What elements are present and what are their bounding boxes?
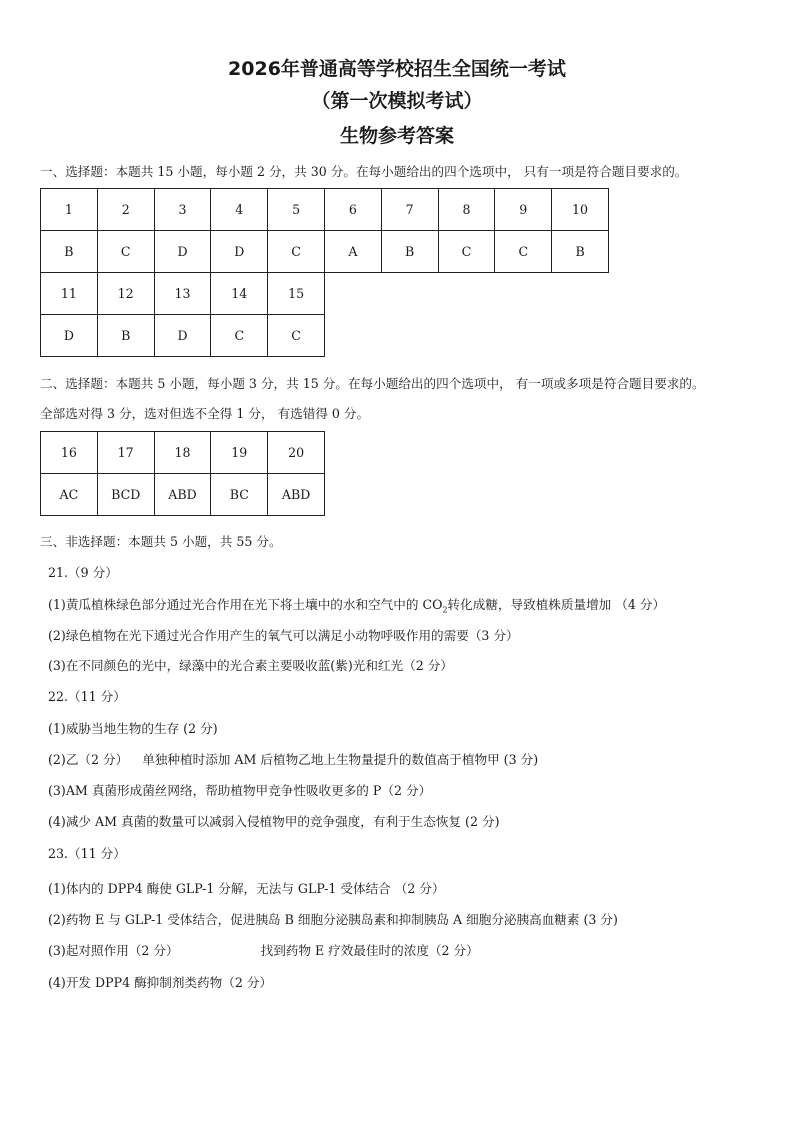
answer-cell: B xyxy=(381,231,438,273)
answer-cell: ABD xyxy=(268,474,325,516)
q22-heading: 22.（11 分） xyxy=(48,689,126,704)
q21-heading: 21.（9 分） xyxy=(48,565,118,580)
question-number: 16 xyxy=(41,432,98,474)
co2-subscript: 2 xyxy=(442,605,448,615)
answer-cell: C xyxy=(211,315,268,357)
answer-cell: C xyxy=(268,315,325,357)
answer-cell: AC xyxy=(41,474,98,516)
question-number: 9 xyxy=(495,189,552,231)
question-number: 15 xyxy=(268,273,325,315)
answer-cell: B xyxy=(41,231,98,273)
question-number-row xyxy=(41,432,325,474)
answer-cell: B xyxy=(97,315,154,357)
section2-answer-table xyxy=(40,431,325,516)
section3-instruction: 三、非选择题：本题共 5 小题，共 55 分。 xyxy=(40,534,282,549)
answer-row xyxy=(41,315,325,357)
q23-answer-4: (4)开发 DPP4 酶抑制剂类药物（2 分） xyxy=(48,975,273,990)
question-number: 3 xyxy=(154,189,211,231)
answer-row xyxy=(41,474,325,516)
q22-answer-3: (3)AM 真菌形成菌丝网络，帮助植物甲竞争性吸收更多的 P（2 分） xyxy=(48,783,432,798)
q21-answer-1-text-end: 转化成糖，导致植株质量增加 （4 分） xyxy=(447,597,666,612)
question-number: 17 xyxy=(97,432,154,474)
section2-instruction: 二、选择题：本题共 5 小题，每小题 3 分，共 15 分。在每小题给出的四个选项中， 有一项或多项是符合题目要求的。 xyxy=(40,376,705,391)
answer-cell: ABD xyxy=(154,474,211,516)
question-number: 10 xyxy=(552,189,609,231)
question-number: 6 xyxy=(324,189,381,231)
question-number: 11 xyxy=(41,273,98,315)
question-number: 14 xyxy=(211,273,268,315)
section1-answer-table-2 xyxy=(40,272,325,357)
q22-answer-2-choice: (2)乙（2 分） xyxy=(48,752,129,767)
answer-cell: BCD xyxy=(97,474,154,516)
question-number: 2 xyxy=(97,189,154,231)
answer-cell: D xyxy=(154,315,211,357)
question-number: 1 xyxy=(41,189,98,231)
exam-title: 2026年普通高等学校招生全国统一考试 xyxy=(228,58,566,80)
answer-cell: D xyxy=(154,231,211,273)
question-number-row xyxy=(41,273,325,315)
question-number: 7 xyxy=(381,189,438,231)
answer-cell: A xyxy=(324,231,381,273)
question-number: 8 xyxy=(438,189,495,231)
q21-answer-2: (2)绿色植物在光下通过光合作用产生的氧气可以满足小动物呼吸作用的需要（3 分） xyxy=(48,628,519,643)
q21-answer-1-text: (1)黄瓜植株绿色部分通过光合作用在光下将土壤中的水和空气中的 CO xyxy=(48,597,443,612)
q21-answer-1 xyxy=(48,596,665,614)
question-number-row xyxy=(41,189,609,231)
answer-cell: B xyxy=(552,231,609,273)
question-number: 13 xyxy=(154,273,211,315)
section1-instruction: 一、选择题：本题共 15 小题，每小题 2 分，共 30 分。在每小题给出的四个选项中， 只有一项是符合题目要求的。 xyxy=(40,164,688,179)
question-number: 12 xyxy=(97,273,154,315)
section1-answer-table-1 xyxy=(40,188,609,273)
answer-cell: BC xyxy=(211,474,268,516)
q22-answer-2 xyxy=(48,751,538,769)
answer-cell: C xyxy=(268,231,325,273)
q23-answer-2: (2)药物 E 与 GLP-1 受体结合，促进胰岛 B 细胞分泌胰岛素和抑制胰岛 A 细胞分泌胰高血糖素 (3 分) xyxy=(48,912,618,927)
q23-heading: 23.（11 分） xyxy=(48,846,126,861)
answer-cell: C xyxy=(97,231,154,273)
answer-cell: D xyxy=(211,231,268,273)
answer-key-title: 生物参考答案 xyxy=(339,125,454,147)
question-number: 19 xyxy=(211,432,268,474)
q22-answer-2-reason: 单独种植时添加 AM 后植物乙地上生物量提升的数值高于植物甲 (3 分) xyxy=(142,752,539,767)
q23-answer-3-part1: (3)起对照作用（2 分） xyxy=(48,943,179,958)
q23-answer-3-part2: 找到药物 E 疗效最佳时的浓度（2 分） xyxy=(260,943,479,958)
answer-cell: C xyxy=(438,231,495,273)
question-number: 5 xyxy=(268,189,325,231)
question-number: 4 xyxy=(211,189,268,231)
q21-answer-3: (3)在不同颜色的光中，绿藻中的光合素主要吸收蓝(紫)光和红光（2 分） xyxy=(48,658,453,673)
answer-row xyxy=(41,231,609,273)
q22-answer-1: (1)威胁当地生物的生存 (2 分) xyxy=(48,721,218,736)
q23-answer-3 xyxy=(48,942,479,960)
q22-answer-4: (4)减少 AM 真菌的数量可以减弱入侵植物甲的竞争强度，有利于生态恢复 (2 分) xyxy=(48,814,500,829)
q23-answer-1: (1)体内的 DPP4 酶使 GLP-1 分解，无法与 GLP-1 受体结合 （2 分） xyxy=(48,881,445,896)
section2-scoring-rule: 全部选对得 3 分，选对但选不全得 1 分， 有选错得 0 分。 xyxy=(40,406,370,421)
answer-cell: D xyxy=(41,315,98,357)
question-number: 20 xyxy=(268,432,325,474)
answer-cell: C xyxy=(495,231,552,273)
question-number: 18 xyxy=(154,432,211,474)
exam-subtitle: （第一次模拟考试） xyxy=(311,90,483,112)
